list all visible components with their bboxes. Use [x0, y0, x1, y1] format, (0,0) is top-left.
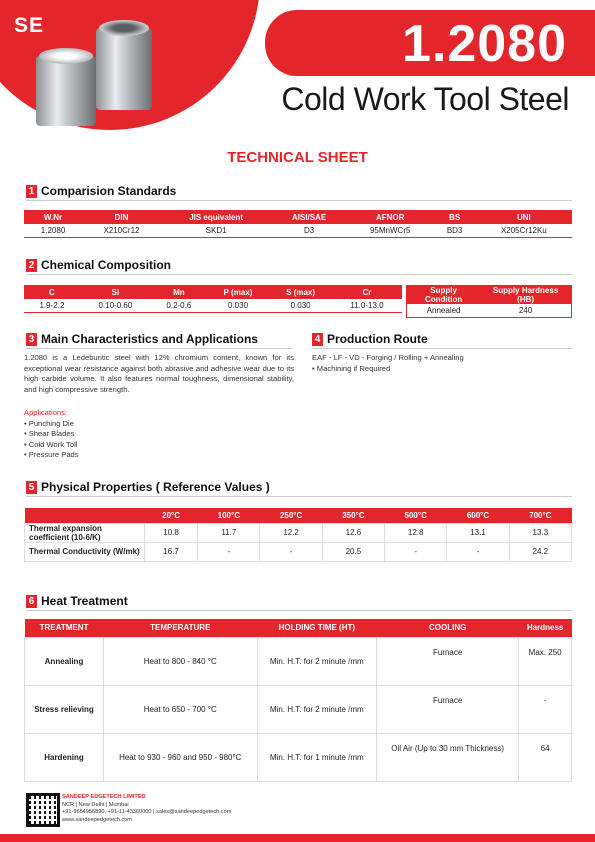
section-title: Main Characteristics and Applications — [41, 332, 258, 346]
composition-table — [24, 285, 402, 313]
table-cell: 24.2 — [509, 542, 571, 561]
table-cell: SKD1 — [161, 224, 272, 237]
standards-table — [24, 210, 572, 238]
production-route — [312, 353, 572, 374]
table-cell: 240 — [518, 305, 533, 315]
application-item: • Cold Work Toll — [24, 439, 78, 449]
heat-treatment-table — [24, 619, 572, 782]
sheet-title: TECHNICAL SHEET — [227, 149, 368, 166]
row-label: Thermal Conductivity (W/mk) — [25, 542, 145, 561]
column-header: Cr — [332, 285, 402, 299]
application-item: • Shear Blades — [24, 429, 75, 438]
table-cell: Annealed — [426, 305, 461, 315]
table-cell: Oil Air (Up to 30 mm Thickness) — [377, 733, 519, 781]
divider — [26, 274, 572, 275]
section-number: 3 — [26, 333, 37, 346]
footer-red-bar — [0, 834, 595, 842]
column-header: Si — [80, 285, 151, 299]
table-cell: 0.030 — [207, 299, 269, 312]
column-header: BS — [434, 210, 476, 224]
column-header: Mn — [151, 285, 207, 299]
table-row — [25, 685, 572, 733]
column-header: JIS equivalent — [161, 210, 272, 224]
company-logo: SE — [14, 14, 45, 37]
footer-contact-line: +91-9654956890, +91-11-43360000 | sales@sandeepedgetech.com — [62, 809, 232, 816]
column-header: W.Nr — [24, 210, 82, 224]
column-header: Supply Hardness (HB) — [480, 286, 571, 305]
applications-title: Applications: — [24, 408, 68, 417]
table-cell: 12.6 — [322, 523, 384, 542]
table-cell: Heat to 650 - 700 °C — [104, 685, 258, 733]
table-cell: - — [519, 685, 572, 733]
grade-subtitle: Cold Work Tool Steel — [281, 81, 569, 117]
table-cell: 20.5 — [322, 542, 384, 561]
column-header: TREATMENT — [25, 619, 104, 637]
table-cell: 10.8 — [145, 523, 198, 542]
row-label: Stress relieving — [25, 685, 104, 733]
section-title: Chemical Composition — [41, 258, 172, 272]
column-header: HOLDING TIME (HT) — [257, 619, 377, 637]
table-cell: 1.2080 — [24, 224, 82, 237]
table-cell: 64 — [519, 733, 572, 781]
table-cell: X205Cr12Ku — [476, 224, 572, 237]
table-row — [25, 733, 572, 781]
table-cell: 12.2 — [260, 523, 322, 542]
column-header: TEMPERATURE — [104, 619, 258, 637]
column-header — [25, 508, 145, 523]
column-header: 600°C — [447, 508, 509, 523]
footer-contact — [62, 794, 231, 824]
steel-part-image — [96, 28, 152, 110]
table-cell: Min. H.T. for 1 minute /mm — [257, 733, 377, 781]
section-title: Comparision Standards — [41, 184, 177, 198]
column-header: COOLING — [377, 619, 519, 637]
section-number: 4 — [312, 333, 323, 346]
row-label: Annealing — [25, 637, 104, 685]
table-cell: 16.7 — [145, 542, 198, 561]
footer-cities: NCR | New Delhi | Mumbai — [62, 801, 129, 808]
divider — [26, 200, 572, 201]
table-cell: Heat to 800 - 840 °C — [104, 637, 258, 685]
column-header: Supply Condition — [407, 286, 481, 305]
section-heading — [26, 184, 176, 198]
table-cell: Furnace — [377, 637, 519, 685]
section-heading — [26, 332, 258, 346]
steel-part-image — [36, 56, 96, 126]
divider — [26, 610, 572, 611]
column-header: C — [24, 285, 80, 299]
row-label: Hardening — [25, 733, 104, 781]
applications-list — [24, 408, 174, 461]
grade-title: 1.2080 — [401, 15, 567, 73]
table-cell: 0.030 — [269, 299, 332, 312]
characteristics-text: 1.2080 is a Ledeburitic steel with 12% chromium content, known for its exceptional wear resistance against both abrasive and adhesive wear due to its high carbide volume. It also features normal toughness, dimensional stability, and high compressive strength. — [24, 353, 294, 394]
table-cell: Max. 250 — [519, 637, 572, 685]
section-heading — [312, 332, 428, 346]
table-cell: 11.0-13.0 — [332, 299, 402, 312]
column-header: 20°C — [145, 508, 198, 523]
table-cell: Furnace — [377, 685, 519, 733]
table-cell: 12.8 — [385, 523, 447, 542]
column-header: 500°C — [385, 508, 447, 523]
table-cell: 95MnWCr5 — [347, 224, 434, 237]
application-item: • Pressure Pads — [24, 450, 79, 459]
section-number: 1 — [26, 185, 37, 198]
column-header: AISI/SAE — [271, 210, 347, 224]
column-header: P (max) — [207, 285, 269, 299]
table-cell: 13.1 — [447, 523, 509, 542]
section-number: 6 — [26, 595, 37, 608]
column-header: UNI — [476, 210, 572, 224]
column-header: 700°C — [509, 508, 571, 523]
section-title: Physical Properties ( Reference Values ) — [41, 480, 270, 494]
table-cell: Heat to 930 - 960 and 950 - 980°C — [104, 733, 258, 781]
table-cell: D3 — [271, 224, 347, 237]
divider — [26, 496, 572, 497]
hero-banner — [0, 0, 595, 140]
footer-company: SANDEEP EDGETECH LIMITED — [62, 794, 146, 800]
application-item: • Punching Die — [24, 418, 74, 428]
table-cell: - — [198, 542, 260, 561]
footer-website[interactable]: www.sandeepedgetech.com — [62, 816, 132, 823]
table-cell: BD3 — [434, 224, 476, 237]
table-cell: Min. H.T. for 2 minute /mm — [257, 685, 377, 733]
section-number: 5 — [26, 481, 37, 494]
production-line: • Machining if Required — [312, 363, 391, 373]
table-row — [25, 523, 572, 542]
qr-code-icon — [26, 793, 60, 827]
column-header: 250°C — [260, 508, 322, 523]
production-line: EAF - LF - VD - Forging / Rolling + Annealing — [312, 353, 464, 362]
table-row — [25, 542, 572, 561]
column-header: 350°C — [322, 508, 384, 523]
divider — [26, 348, 292, 349]
table-cell: - — [447, 542, 509, 561]
section-heading — [26, 594, 128, 608]
supply-table — [406, 285, 572, 318]
table-cell: 0.2-0.6 — [151, 299, 207, 312]
table-cell: 11.7 — [198, 523, 260, 542]
row-label: Thermal expansion coefficient (10-6/K) — [25, 523, 145, 542]
table-row — [25, 637, 572, 685]
table-cell: 13.3 — [509, 523, 571, 542]
section-heading — [26, 480, 270, 494]
section-title: Heat Treatment — [41, 594, 128, 608]
table-cell: - — [260, 542, 322, 561]
column-header: DIN — [82, 210, 161, 224]
physical-properties-table — [24, 508, 572, 562]
table-cell: 1.9-2.2 — [24, 299, 80, 312]
section-title: Production Route — [327, 332, 428, 346]
divider — [312, 348, 572, 349]
column-header: AFNOR — [347, 210, 434, 224]
column-header: Hardness — [519, 619, 572, 637]
column-header: S (max) — [269, 285, 332, 299]
column-header: 100°C — [198, 508, 260, 523]
section-number: 2 — [26, 259, 37, 272]
table-cell: 0.10-0.60 — [80, 299, 151, 312]
table-cell: X210Cr12 — [82, 224, 161, 237]
section-heading — [26, 258, 171, 272]
table-cell: Min. H.T. for 2 minute /mm — [257, 637, 377, 685]
table-cell: - — [385, 542, 447, 561]
